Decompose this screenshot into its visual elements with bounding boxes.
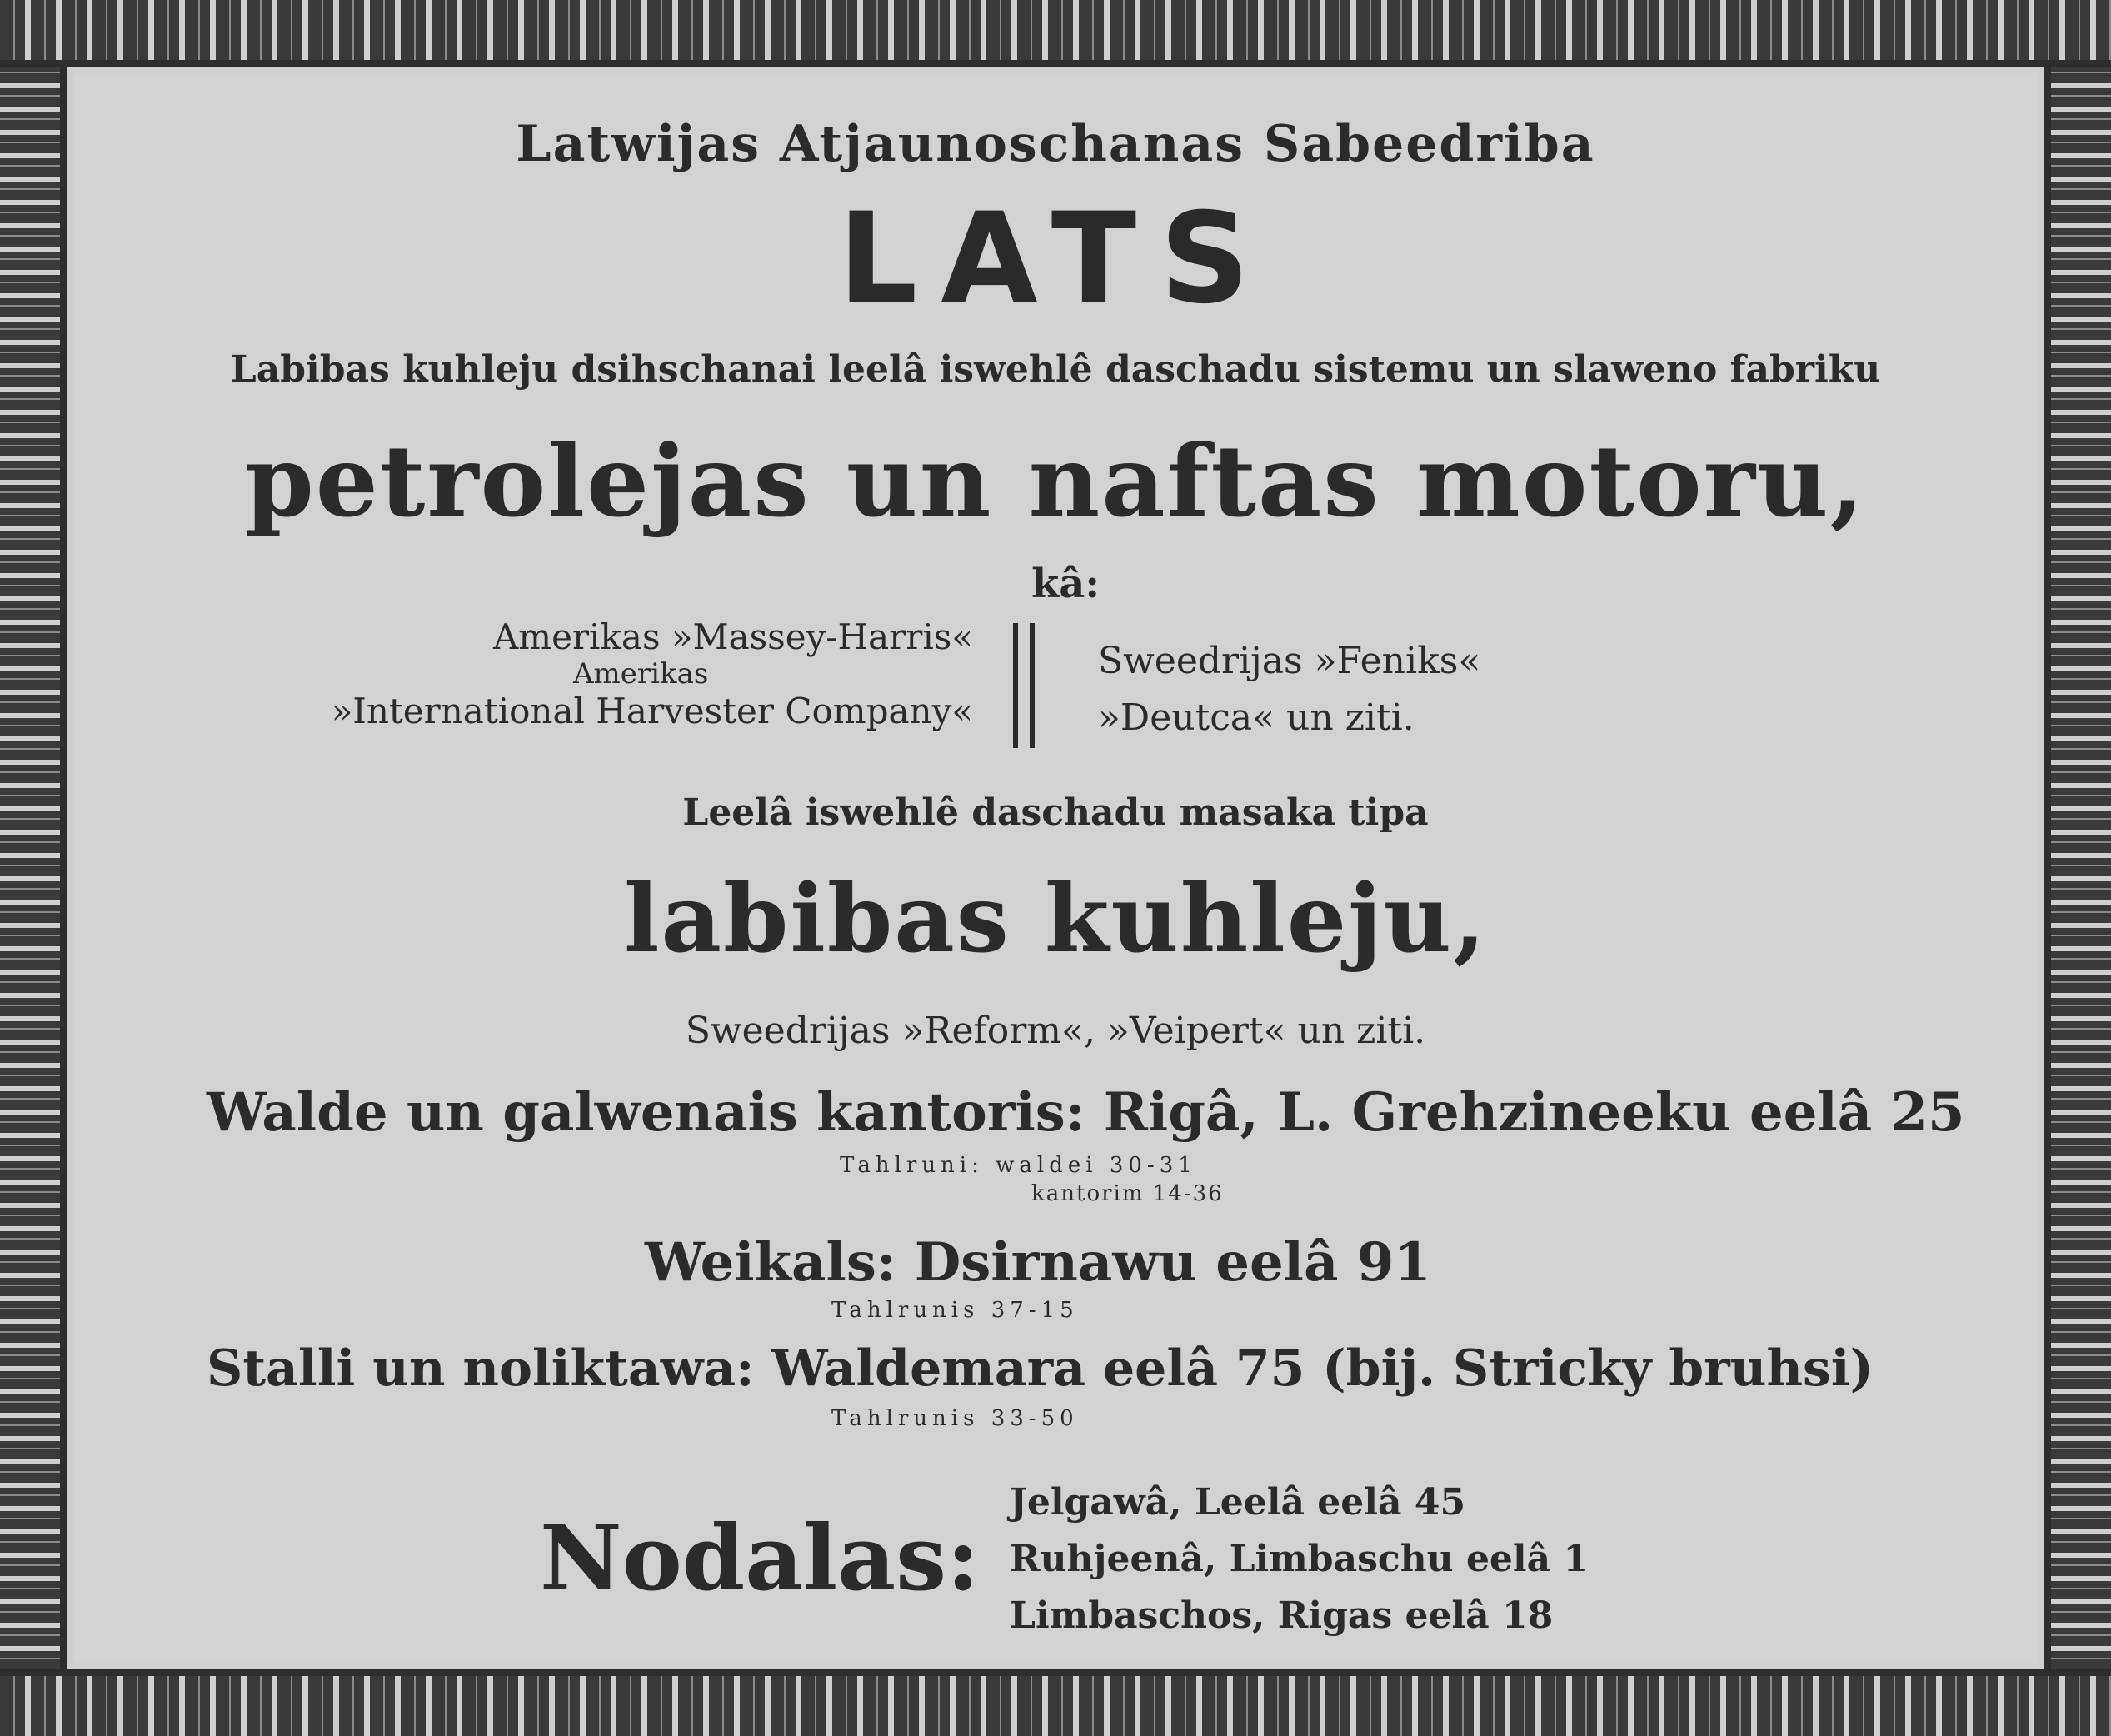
ornamental-border-bottom [0,1669,2111,1736]
shop-address: Weikals: Dsirnawu eelâ 91 [645,1231,1431,1294]
branch-ruhjeena: Ruhjeenâ, Limbaschu eelâ 1 [1010,1538,1589,1580]
motor-brand-deutca: »Deutca« un ziti. [1098,696,1415,739]
head-office-phone-board: Tahlruni: waldei 30-31 [840,1153,1197,1178]
advertisement-panel [73,73,2038,1663]
branch-limbaschi: Limbaschos, Rigas eelâ 18 [1010,1594,1554,1637]
branches-list [1010,1474,1589,1644]
motor-brand-feniks: Sweedrijas »Feniks« [1098,640,1481,682]
motor-brand-massey-harris: Amerikas »Massey-Harris« [492,616,973,657]
branches-label: Nodalas: [540,1506,980,1611]
thresher-brands: Sweedrijas »Reform«, »Veipert« un ziti. [685,1010,1426,1052]
warehouse-phone: Tahlrunis 33-50 [831,1406,1079,1431]
headline-threshers: labibas kuhleju, [623,865,1488,974]
column-divider-left [1013,623,1018,748]
shop-phone: Tahlrunis 37-15 [831,1298,1079,1323]
motor-brand-origin: Amerikas [573,657,709,691]
intro-line: Labibas kuhleju dsihschanai leelâ iswehlê daschadu sistemu un slaweno fabriku [230,348,1881,391]
head-office-address: Walde un galwenais kantoris: Rigâ, L. Grehzineeku eelâ 25 [207,1081,1965,1144]
motor-brands-right [1098,633,1480,746]
society-name: Latwijas Atjaunoschanas Sabeedriba [516,115,1595,173]
brand-title: LATS [837,187,1274,332]
motor-brands-left [73,616,981,731]
ornamental-border-top [0,0,2111,67]
such-as-label: kâ: [1031,561,1100,607]
branch-jelgava: Jelgawâ, Leelâ eelâ 45 [1010,1481,1466,1524]
motor-brand-international-harvester: »International Harvester Company« [331,691,973,731]
warehouse-address: Stalli un noliktawa: Waldemara eelâ 75 (bij. Stricky bruhsi) [207,1339,1874,1398]
column-divider-right [1030,623,1035,748]
ornamental-border-right [2044,67,2111,1669]
threshers-intro: Leelâ iswehlê daschadu masaka tipa [682,791,1429,834]
headline-motors: petrolejas un naftas motoru, [245,423,1866,539]
head-office-phone-office: kantorim 14-36 [1031,1181,1224,1206]
ornamental-border-left [0,67,67,1669]
